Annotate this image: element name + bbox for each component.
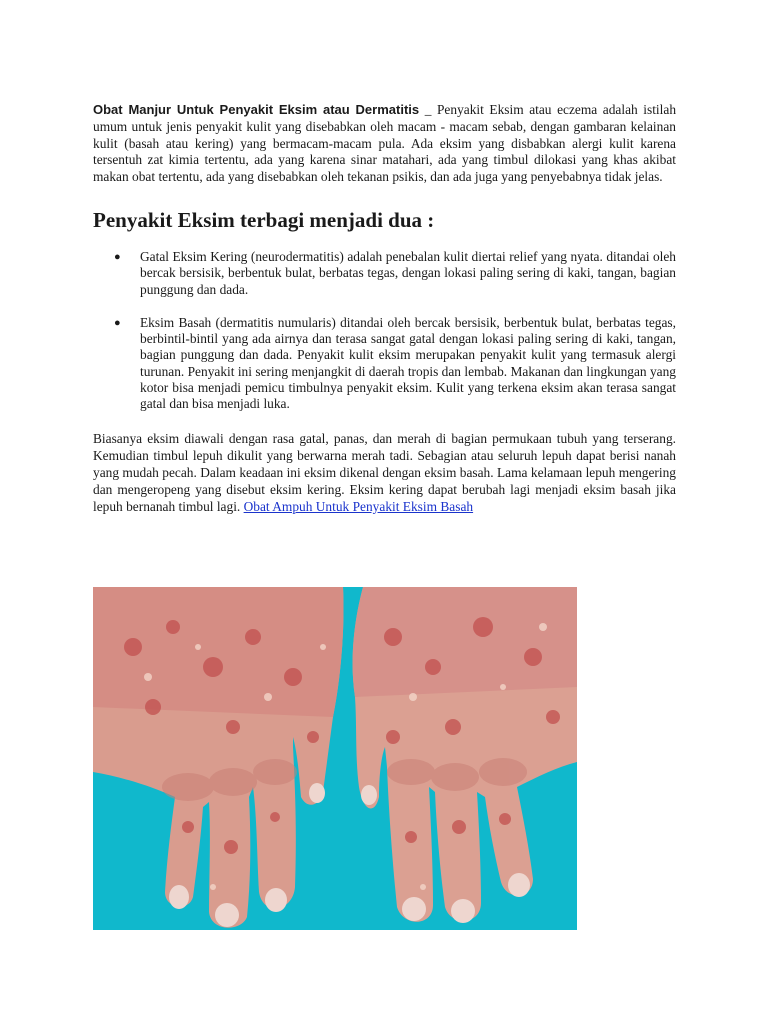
symptoms-paragraph: [93, 430, 676, 515]
intro-text: Penyakit Eksim atau eczema adalah istilah umum untuk jenis penyakit kulit yang disebabkan oleh macam - macam sebab, dengan gambaran kelainan kulit (basah atau kering) yang bermacam-macam pula. Ada eksim yang disbabkan alergi kulit karena tersentuh zat kimia tertentu, ada yang karena sinar matahari, ada yang timbul dilokasi yang khas akibat makan obat tertentu, ada yang disebabkan oleh tekanan psikis, dan ada juga yang penyebabnya tidak jelas.: [93, 102, 677, 185]
hands-illustration: [93, 587, 577, 930]
eczema-hands-photo: [93, 587, 577, 930]
list-item-text: Eksim Basah (dermatitis numularis) ditandai oleh bercak bersisik, berbentuk bulat, berbatas tegas, berbintil-bintil yang ada airnya dan terasa sangat gatal dengan lokasi paling sering di kaki, tangan, bagian punggung dan dada. Penyakit kulit eksim merupakan penyakit kulit yang termasuk alergi turunan. Penyakit ini sering menjangkit di daerah tropis dan lembab. Makanan dan lingkungan yang kotor bisa menjadi pemicu timbulnya penyakit eksim. Kulit yang terkena eksim akan terasa sangat gatal dan bisa menjadi luka.: [140, 314, 676, 412]
list-item-wet-eczema: [93, 315, 676, 413]
list-item-text: Gatal Eksim Kering (neurodermatitis) adalah penebalan kulit diertai relief yang nyata. ditandai oleh bercak bersisik, berbentuk bulat, berbatas tegas, dengan lokasi paling sering di kaki, tangan, bagian punggung dan dada.: [140, 248, 676, 297]
list-item-dry-eczema: [93, 249, 676, 298]
symptoms-text: Biasanya eksim diawali dengan rasa gatal, panas, dan merah di bagian permukaan tubuh yang terserang. Kemudian timbul lepuh dikulit yang berwarna merah tadi. Sebagian atau seluruh lepuh dapat berisi nanah yang mudah pecah. Dalam keadaan ini eksim dikenal dengan eksim basah. Lama kelamaan lepuh mengering dan mengeropeng yang disebut eksim kering. Eksim kering dapat berubah lagi menjadi eksim basah jika lepuh bernanah timbul lagi.: [93, 430, 676, 514]
eczema-type-list: [93, 249, 676, 413]
bullet-icon: ●: [114, 250, 121, 263]
obat-ampuh-link[interactable]: Obat Ampuh Untuk Penyakit Eksim Basah: [243, 498, 474, 514]
title-separator: _: [419, 102, 437, 117]
section-heading: Penyakit Eksim terbagi menjadi dua :: [93, 207, 435, 232]
article-title: Obat Manjur Untuk Penyakit Eksim atau Dermatitis: [93, 102, 420, 117]
intro-paragraph: [93, 102, 676, 186]
bullet-icon: ●: [114, 316, 121, 329]
document-body: [93, 102, 676, 515]
